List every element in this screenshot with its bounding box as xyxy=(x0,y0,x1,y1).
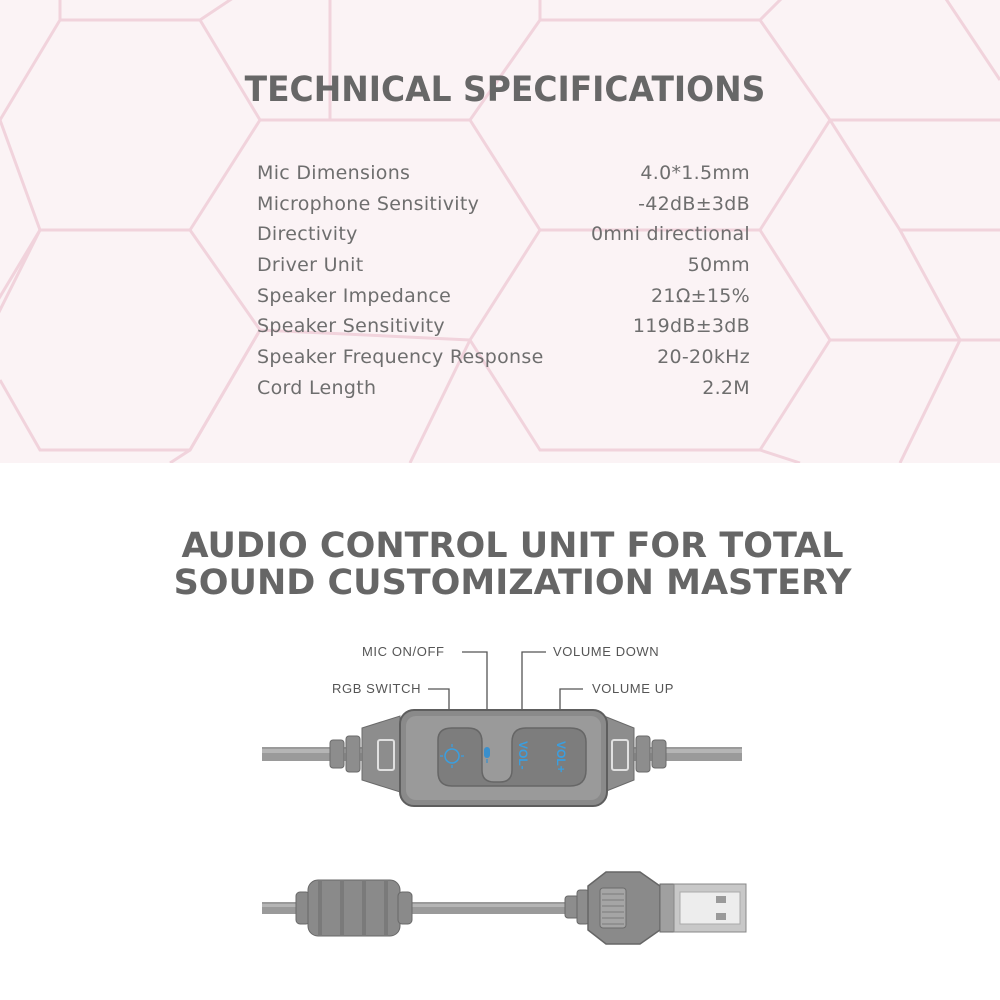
spec-value: 119dB±3dB xyxy=(632,315,750,338)
spec-value: -42dB±3dB xyxy=(638,192,750,215)
spec-value: 20-20kHz xyxy=(657,346,750,369)
spec-row xyxy=(257,283,750,314)
volume-down-button[interactable] xyxy=(516,741,530,770)
spec-label: Mic Dimensions xyxy=(257,162,411,184)
spec-value: 0mni directional xyxy=(591,223,750,246)
spec-label: Speaker Frequency Response xyxy=(257,346,544,369)
spec-value: 4.0*1.5mm xyxy=(640,162,750,184)
specs-panel xyxy=(0,0,1000,463)
specs-title: TECHNICAL SPECIFICATIONS xyxy=(244,70,766,110)
audio-title-line-1: AUDIO CONTROL UNIT FOR TOTAL xyxy=(181,526,844,566)
callout-mic: MIC ON/OFF xyxy=(362,644,445,659)
spec-value: 2.2M xyxy=(702,376,750,399)
spec-row xyxy=(257,191,750,222)
spec-label: Speaker Impedance xyxy=(257,284,452,307)
left-strain-relief xyxy=(330,716,400,792)
spec-value: 50mm xyxy=(687,254,750,277)
spec-row xyxy=(257,221,750,252)
spec-row xyxy=(257,160,750,191)
volume-up-button[interactable] xyxy=(554,741,568,773)
spec-label: Directivity xyxy=(257,223,358,246)
usb-plug xyxy=(565,872,746,944)
spec-label: Driver Unit xyxy=(257,254,364,277)
spec-row xyxy=(257,313,750,344)
callout-volume-down: VOLUME DOWN xyxy=(553,644,660,659)
spec-row xyxy=(257,252,750,283)
spec-row xyxy=(257,344,750,375)
callout-volume-up: VOLUME UP xyxy=(592,681,674,696)
control-unit-diagram xyxy=(0,630,1000,1000)
control-unit-body xyxy=(400,710,607,806)
spec-value: 21Ω±15% xyxy=(651,284,750,307)
spec-row xyxy=(257,375,750,406)
ferrite-core xyxy=(296,880,412,936)
microphone-icon xyxy=(484,747,490,758)
volume-up-label: VOL+ xyxy=(554,741,568,773)
audio-control-title xyxy=(0,528,1000,602)
spec-label: Speaker Sensitivity xyxy=(257,315,445,338)
callout-rgb: RGB SWITCH xyxy=(332,681,422,696)
volume-down-label: VOL- xyxy=(516,741,530,770)
specs-table xyxy=(257,160,750,406)
spec-label: Cord Length xyxy=(257,376,377,399)
spec-label: Microphone Sensitivity xyxy=(257,192,480,215)
audio-title-line-2: SOUND CUSTOMIZATION MASTERY xyxy=(173,563,852,603)
